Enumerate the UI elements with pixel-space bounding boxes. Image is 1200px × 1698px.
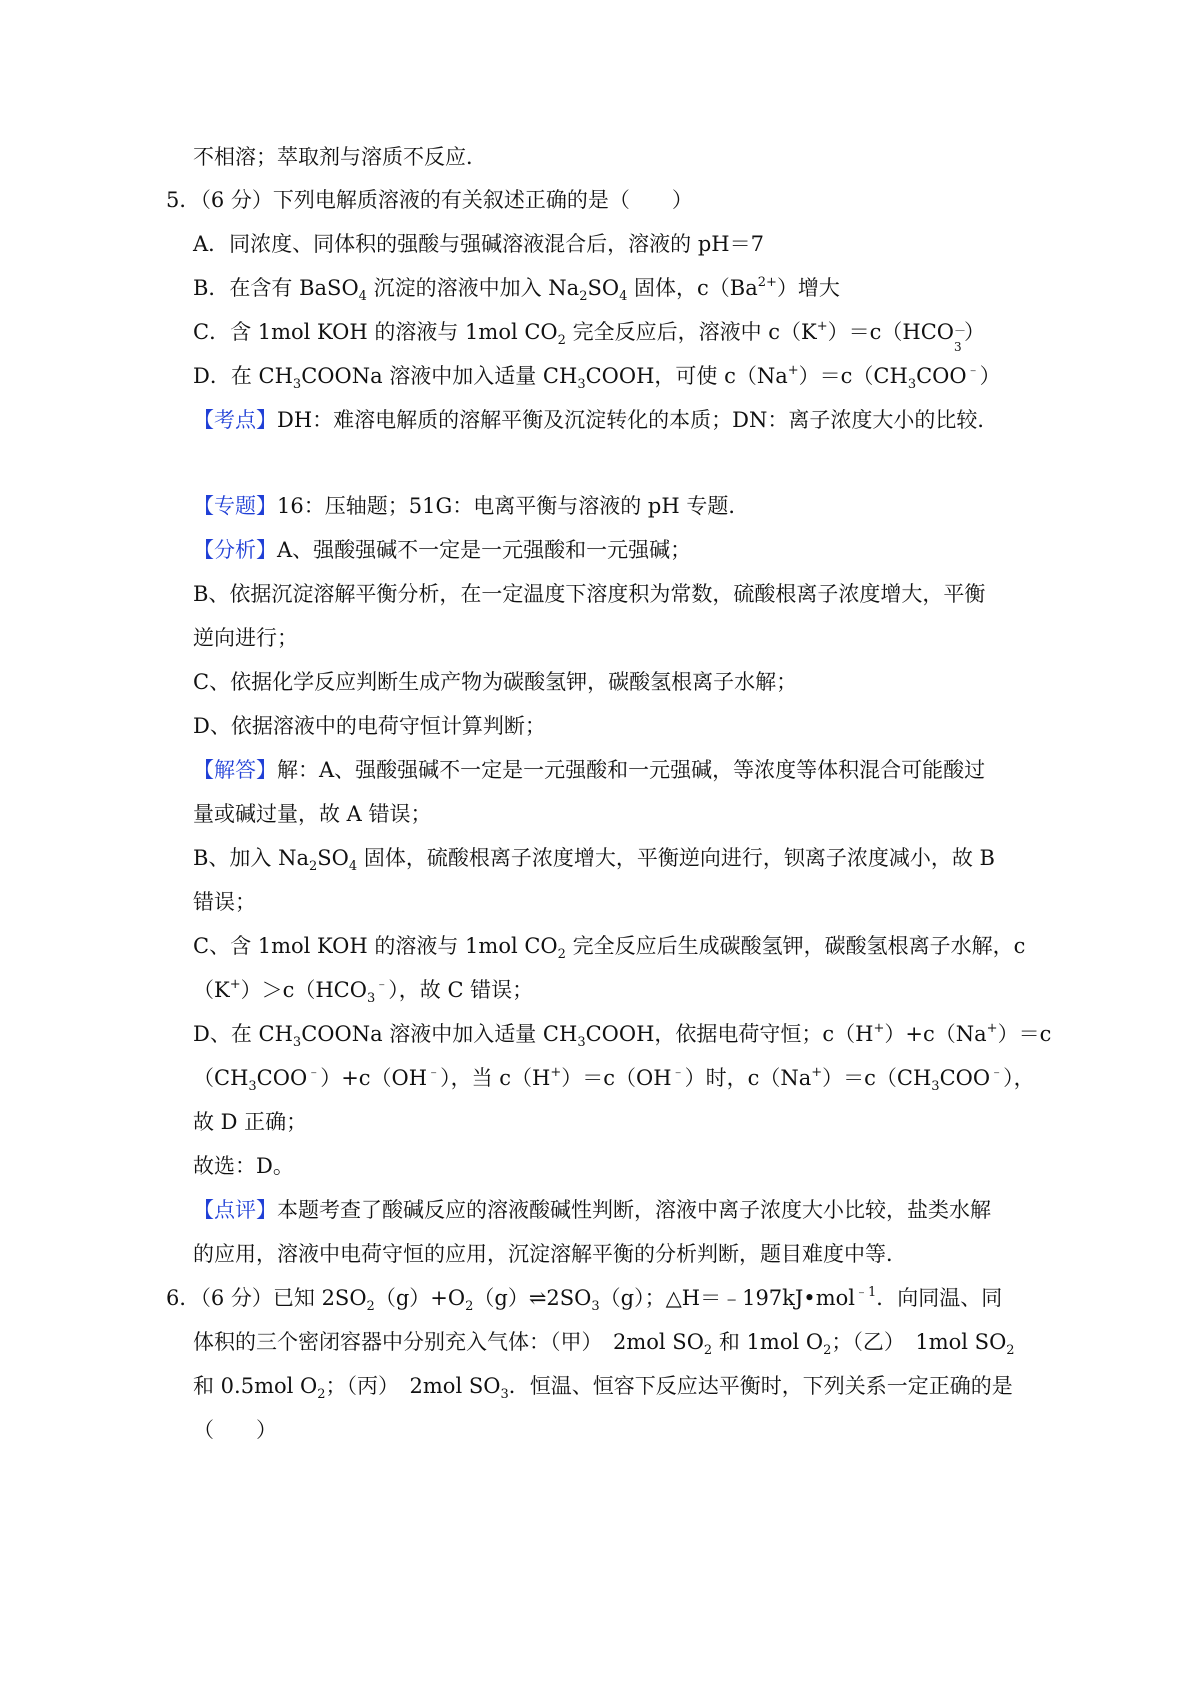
option-c: C．含 1mol KOH 的溶液与 1mol $CO_2$ 完全反应后，溶液中 c（K+）＝c（HCO － 3 ） <box>193 319 986 354</box>
jieda-b-line2: 错误； <box>193 890 256 914</box>
jieda-d-line3: 故 D 正确； <box>193 1110 308 1134</box>
question-5-stem: 5．（6 分）下列电解质溶液的有关叙述正确的是（ ） <box>166 188 693 212</box>
jieda-d-line2: $(CH_3COO^﹣)+c(OH^﹣)$，当 c（H+）＝c（OH﹣）时，$c(Na^+)=c(CH_3COO^﹣)$， <box>193 1065 1035 1094</box>
kaodian-line: 【考点】DH：难溶电解质的溶解平衡及沉淀转化的本质；DN：离子浓度大小的比较． <box>193 408 999 432</box>
zhuanti-tag: 【专题】 <box>193 494 277 518</box>
fenxi-c-line: C、依据化学反应判断生成产物为碳酸氢钾，碳酸氢根离子水解； <box>193 670 798 694</box>
jieda-c-line2: $(K^+)>c(HCO_3^﹣)$，故 C 错误； <box>193 977 534 1006</box>
dianping-line: 【点评】本题考查了酸碱反应的溶液酸碱性判断，溶液中离子浓度大小比较，盐类水解 <box>193 1198 991 1222</box>
jieda-c-line1: C、含 1mol KOH 的溶液与 1mol $CO_2$ 完全反应后生成碳酸氢钾，碳酸氢根离子水解，c <box>193 934 1026 962</box>
question-6-line1: 6．（6 分）已知 $2SO_2(g)+O_2(g)\rightleftharpoons 2SO_3(g)$；△H＝﹣197kJ•mol$^{﹣1}$．向同温、同 <box>166 1285 1003 1314</box>
jieda-line: 【解答】解：A、强酸强碱不一定是一元强酸和一元强碱，等浓度等体积混合可能酸过 <box>193 758 986 782</box>
jieda-choose: 故选：D。 <box>193 1154 294 1178</box>
jieda-b-line1: B、加入 $Na_2SO_4$ 固体，硫酸根离子浓度增大，平衡逆向进行，钡离子浓度减小，故 B <box>193 846 995 874</box>
question-6-answer-blank: （ ） <box>193 1418 277 1442</box>
jieda-a-line2: 量或碱过量，故 A 错误； <box>193 802 432 826</box>
kaodian-tag: 【考点】 <box>193 408 277 432</box>
option-b: B．在含有 BaSO$_4$ 沉淀的溶液中加入 $Na_2SO_4$ 固体，$c(Ba^{2+})$增大 <box>193 275 840 304</box>
dianping-line2: 的应用，溶液中电荷守恒的应用，沉淀溶解平衡的分析判断，题目难度中等． <box>193 1242 907 1266</box>
jieda-d-line1: D、在 $CH_3COONa$ 溶液中加入适量 $CH_3COOH$，依据电荷守恒；c（H+）+c（Na+）＝c <box>193 1021 1052 1050</box>
zhuanti-line: 【专题】16：压轴题；51G：电离平衡与溶液的 pH 专题． <box>193 494 750 518</box>
question-6-line3: 和 0.5mol $O_2$；（丙） 2mol $SO_3$．恒温、恒容下反应达平衡时，下列关系一定正确的是 <box>193 1374 1013 1402</box>
option-d: D．在 $CH_3COONa$ 溶液中加入适量 $CH_3COOH$，可使 $c(Na^+)=c(CH_3COO^﹣)$ <box>193 363 1001 392</box>
previous-answer-tail: 不相溶；萃取剂与溶质不反应． <box>193 145 487 169</box>
fenxi-b-line1: B、依据沉淀溶解平衡分析，在一定温度下溶度积为常数，硫酸根离子浓度增大，平衡 <box>193 582 986 606</box>
dianping-tag: 【点评】 <box>193 1198 277 1222</box>
option-a: A．同浓度、同体积的强酸与强碱溶液混合后，溶液的 pH＝7 <box>193 232 764 256</box>
fenxi-d-line: D、依据溶液中的电荷守恒计算判断； <box>193 714 546 738</box>
charge-stack: － 3 <box>954 323 967 354</box>
fenxi-line: 【分析】A、强酸强碱不一定是一元强酸和一元强碱； <box>193 538 692 562</box>
fenxi-b-line2: 逆向进行； <box>193 626 298 650</box>
jieda-tag: 【解答】 <box>193 758 277 782</box>
fenxi-tag: 【分析】 <box>193 538 277 562</box>
question-6-line2: 体积的三个密闭容器中分别充入气体：（甲） 2mol $SO_2$ 和 1mol $O_2$；（乙） 1mol $SO_2$ <box>193 1330 1015 1358</box>
